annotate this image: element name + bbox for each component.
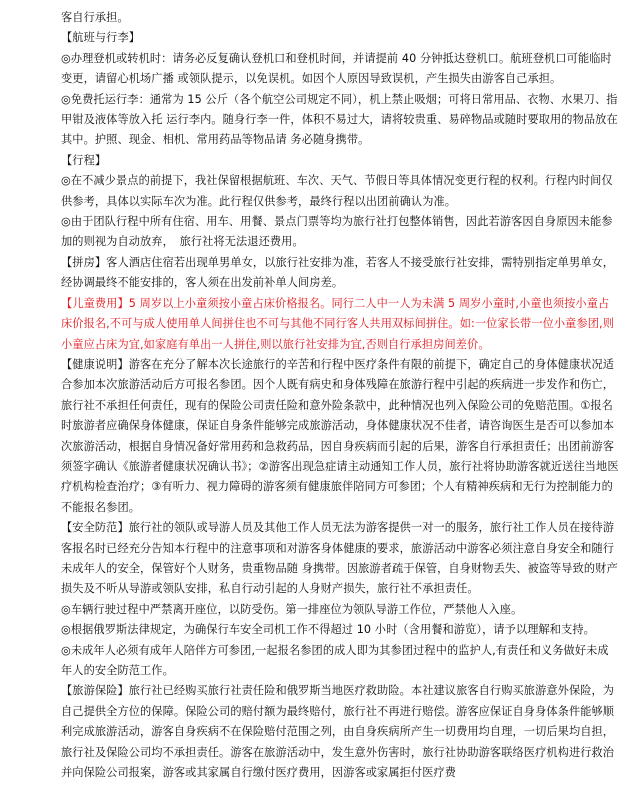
paragraph-vehicle-seat: ◎车辆行驶过程中严禁离开座位，以防受伤。第一排座位为领队导游工作位，严禁他人入座。 (61, 602, 523, 616)
paragraph-insurance: 【旅游保险】旅行社已经购买旅行社责任险和俄罗斯当地医疗救助险。本社建议旅客自行购买旅游意外保险，为自己提供全方位的保障。保险公司的赔付额为最终赔付，旅行社不再进行赔偿。游客应保证自身身体条件能够顺利完成旅游活动，游客自身疾病不在保险赔付范围之列，由自身疾病所产生一切费用均自理，一切后果均自担，旅行社及保险公司均不承担责任。游客在旅游活动中，发生意外伤害时，旅行社协助游客联络医疗机构进行救治并向保险公司报案，游客或其家属自行缴付医疗费用，因游客或家属拒付医疗费 (61, 684, 615, 780)
paragraph-minors: ◎未成年人必须有成年人陪伴方可参团,一起报名参团的成人即为其参团过程中的监护人,有责任和义务做好未成年人的安全防范工作。 (61, 643, 609, 677)
paragraph-child-fees: 【儿童费用】5 周岁以上小童须按小童占床价格报名。同行二人中一人为未满 5 周岁小童时,小童也须按小童占床价报名,不可与成人使用单人间拼住也不可与其他不同行客人共用双标间拼住。如:一位家长带一位小童参团,则小童应占床为宜,如家庭有单出一人拼住,则以旅行社安排为宜,否则自行承担房间差价。 (61, 296, 614, 351)
paragraph-room-sharing: 【拼房】客人酒店住宿若出现单男单女，以旅行社安排为准，若客人不接受旅行社安排，需特别指定单男单女，经协调最终不能安排的，客人须在出发前补单人间房差。 (61, 255, 615, 290)
paragraph-boarding: ◎办理登机或转机时：请务必反复确认登机口和登机时间，并请提前 40 分钟抵达登机口。航班登机口可能临时变更，请留心机场广播 或领队提示，以免误机。如因个人原因导致误机，产生损失由游客自己承担。 (61, 51, 612, 86)
paragraph-health: 【健康说明】游客在充分了解本次长途旅行的辛苦和行程中医疗条件有限的前提下，确定自己的身体健康状况适合参加本次旅游活动后方可报名参团。因个人既有病史和身体残障在旅游行程中引起的疾病进一步发作和伤亡，旅行社不承担任何责任，现有的保险公司责任险和意外险条款中，此种情况也列入保险公司的免赔范围。①报名时旅游者应确保身体健康，保证自身条件能够完成旅游活动，身体健康状况不佳者，请咨询医生是否可以参加本次旅游活动，根据自身情况备好常用药和急救药品，因自身疾病而引起的后果，游客自行承担责任；出团前游客须签字确认《旅游者健康状况确认书》；②游客出现急症请主动通知工作人员，旅行社将协助游客就近送往当地医疗机构检查治疗；③有听力、视力障碍的游客须有健康旅伴陪同方可参团；个人有精神疾病和无行为控制能力的不能报名参团。 (61, 357, 619, 514)
paragraph-driver-hours: ◎根据俄罗斯法律规定，为确保行车安全司机工作不得超过 10 小时（含用餐和游览），请予以理解和支持。 (61, 623, 595, 637)
paragraph-itinerary-change: ◎在不减少景点的前提下，我社保留根据航班、车次、天气、节假日等具体情况变更行程的权利。行程内时间仅供参考，具体以实际车次为准。此行程仅供参考，最终行程以出团前确认为准。 (61, 174, 613, 208)
paragraph-package-sales: ◎由于团队行程中所有住宿、用车、用餐、景点门票等均为旅行社打包整体销售，因此若游客因自身原因未能参加的则视为自动放弃， 旅行社将无法退还费用。 (61, 215, 613, 249)
paragraph-safety: 【安全防范】旅行社的领队或导游人员及其他工作人员无法为游客提供一对一的服务，旅行社工作人员在接待游客报名时已经充分告知本行程中的注意事项和对游客身体健康的要求，旅游活动中游客必须注意自身安全和随行未成年人的安全，保管好个人财务，贵重物品随 身携带。因旅游者疏于保管，自身财物丢失、被盗等导致的财产损失及不听从导游或领队安排，私自行动引起的人身财产损失，旅行社不承担责任。 (61, 521, 618, 596)
paragraph-continuation: 客自行承担。 (61, 11, 129, 24)
paragraph-luggage: ◎免费托运行李：通常为 15 公斤（各个航空公司规定不同），机上禁止吸烟；可将日常用品、衣物、水果刀、指甲钳及液体等放入托 运行李内。随身行李一件，体积不易过大，请将较贵重、易碎物品或随时要取用的物品放在其中。护照、现金、相机、常用药品等物品请 务必随身携带。 (61, 92, 618, 147)
section-heading-flight-luggage: 【航班与行李】 (61, 31, 141, 45)
section-heading-itinerary: 【行程】 (61, 153, 107, 167)
